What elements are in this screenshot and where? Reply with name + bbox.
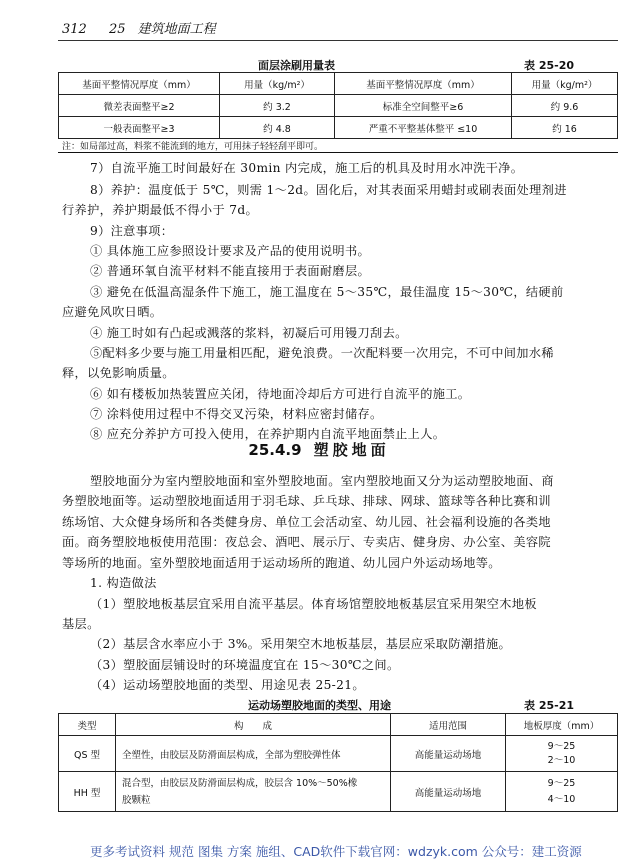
item-8-line-2: 行养护，养护期最低不得小于 7d。 [62, 203, 259, 217]
para-1-line-3: 练场馆、大众健身场所和各类健身房、单位工会活动室、幼儿园、社会福利设施的各类地 [62, 515, 551, 529]
table-20-number: 表 25-20 [524, 59, 575, 72]
para-1-line-2: 务塑胶地面等。运动塑胶地面适用于羽毛球、乒乓球、排球、网球、篮球等各种比赛和训 [62, 494, 551, 508]
table-20-note: 注：如局部过高，料浆不能流到的地方，可用抹子轻轻刮平即可。 [62, 142, 324, 152]
para-1-line-4: 面。商务塑胶地板使用范围：夜总会、酒吧、展示厅、专卖店、健身房、办公室、美容院 [62, 535, 551, 549]
running-header [62, 18, 216, 37]
note-1: ① 具体施工应参照设计要求及产品的使用说明书。 [90, 244, 371, 258]
table-21-header: 适用范围 [391, 714, 506, 736]
range-cell: 高能量运动场地 [391, 772, 506, 812]
table-cell: 微差表面整平≥2 [59, 95, 220, 117]
footer-watermark-link[interactable]: 更多考试资料 规范 图集 方案 施组、CAD软件下载官网：wdzyk.com 公众号：建工资源 [90, 844, 582, 859]
table-cell: 一般表面整平≥3 [59, 117, 220, 139]
table-21-header: 构 成 [116, 714, 391, 736]
note-3-line-2: 应避免风吹日晒。 [62, 305, 163, 319]
composition-line: 胶颗粒 [122, 794, 151, 806]
table-cell: 严重不平整基体整平 ≤10 [335, 117, 512, 139]
table-21-header: 地板厚度（mm） [506, 714, 618, 736]
note-6: ⑥ 如有楼板加热装置应关闭，待地面冷却后方可进行自流平的施工。 [90, 387, 471, 401]
thickness-value: 4～10 [547, 793, 576, 805]
table-21-header-row [59, 714, 618, 736]
table-row [59, 736, 618, 772]
chapter-number: 25 [108, 22, 126, 37]
note-2: ② 普通环氧自流平材料不能直接用于表面耐磨层。 [90, 264, 371, 278]
note-7: ⑦ 涂料使用过程中不得交叉污染，材料应密封储存。 [90, 407, 383, 421]
note-4: ④ 施工时如有凸起或溅落的浆料，初凝后可用镘刀刮去。 [90, 326, 408, 340]
table-20-header: 基面平整情况厚度（mm） [59, 73, 220, 95]
table-21-number: 表 25-21 [524, 699, 575, 712]
table-20-header: 基面平整情况厚度（mm） [335, 73, 512, 95]
subsection-1: 1. 构造做法 [90, 576, 157, 590]
table-20-header: 用量（kg/m²） [512, 73, 618, 95]
chapter-title: 建筑地面工程 [137, 22, 216, 37]
table-21 [58, 713, 618, 812]
table-20-header: 用量（kg/m²） [220, 73, 335, 95]
composition-line: 全塑性，由胶层及防滑面层构成，全部为塑胶弹性体 [122, 749, 341, 761]
thickness-value: 9～25 [547, 740, 576, 752]
note-3-line-1: ③ 避免在低温高湿条件下施工，施工温度在 5～35℃，最佳温度 15～30℃，结硬前 [90, 285, 564, 299]
composition-cell [116, 736, 391, 772]
section-number: 25.4.9 [248, 441, 302, 459]
clause-1-line-2: 基层。 [62, 617, 100, 631]
item-7: 7）自流平施工时间最好在 30min 内完成，施工后的机具及时用水冲洗干净。 [90, 161, 524, 175]
table-cell: 约 16 [512, 117, 618, 139]
clause-4: （4）运动场塑胶地面的类型、用途见表 25-21。 [90, 678, 365, 692]
type-cell: QS 型 [59, 736, 116, 772]
section-title-text: 塑胶地面 [313, 441, 390, 459]
section-heading [0, 439, 638, 460]
note-rule [58, 152, 618, 153]
para-1-line-1: 塑胶地面分为室内塑胶地面和室外塑胶地面。室内塑胶地面又分为运动塑胶地面、商 [90, 474, 554, 488]
note-8: ⑧ 应充分养护方可投入使用，在养护期内自流平地面禁止上人。 [90, 427, 446, 441]
type-cell: HH 型 [59, 772, 116, 812]
range-cell: 高能量运动场地 [391, 736, 506, 772]
clause-3: （3）塑胶面层铺设时的环境温度宜在 15～30℃之间。 [90, 658, 400, 672]
table-20-title: 面层涂刷用量表 [258, 59, 335, 72]
table-cell: 约 4.8 [220, 117, 335, 139]
table-cell: 标准全空间整平≥6 [335, 95, 512, 117]
thickness-value: 2～10 [547, 754, 576, 766]
table-20 [58, 72, 618, 139]
table-cell: 约 9.6 [512, 95, 618, 117]
item-9: 9）注意事项： [90, 224, 174, 238]
header-rule [58, 40, 618, 41]
thickness-cell [506, 736, 618, 772]
note-5-line-1: ⑤配料多少要与施工用量相匹配，避免浪费。一次配料要一次用完，不可中间加水稀 [90, 346, 554, 360]
composition-line: 混合型，由胶层及防滑面层构成，胶层含 10%～50%橡 [122, 777, 358, 789]
clause-2: （2）基层含水率应小于 3%。采用架空木地板基层，基层应采取防潮措施。 [90, 637, 512, 651]
item-8-line-1: 8）养护：温度低于 5℃，则需 1～2d。固化后，对其表面采用蜡封或刷表面处理剂进 [90, 183, 567, 197]
table-20-header-row [59, 73, 618, 95]
table-row [59, 772, 618, 812]
thickness-value: 9～25 [547, 777, 576, 789]
thickness-cell [506, 772, 618, 812]
table-21-title: 运动场塑胶地面的类型、用途 [248, 699, 391, 712]
table-21-header: 类型 [59, 714, 116, 736]
clause-1-line-1: （1）塑胶地板基层宜采用自流平基层。体育场馆塑胶地板基层宜采用架空木地板 [90, 597, 537, 611]
table-row [59, 117, 618, 139]
page-number: 312 [62, 22, 87, 37]
para-1-line-5: 等场所的地面。室外塑胶地面适用于运动场所的跑道、幼儿园户外运动场地等。 [62, 556, 501, 570]
table-row [59, 95, 618, 117]
table-cell: 约 3.2 [220, 95, 335, 117]
composition-cell [116, 772, 391, 812]
note-5-line-2: 释，以免影响质量。 [62, 366, 175, 380]
